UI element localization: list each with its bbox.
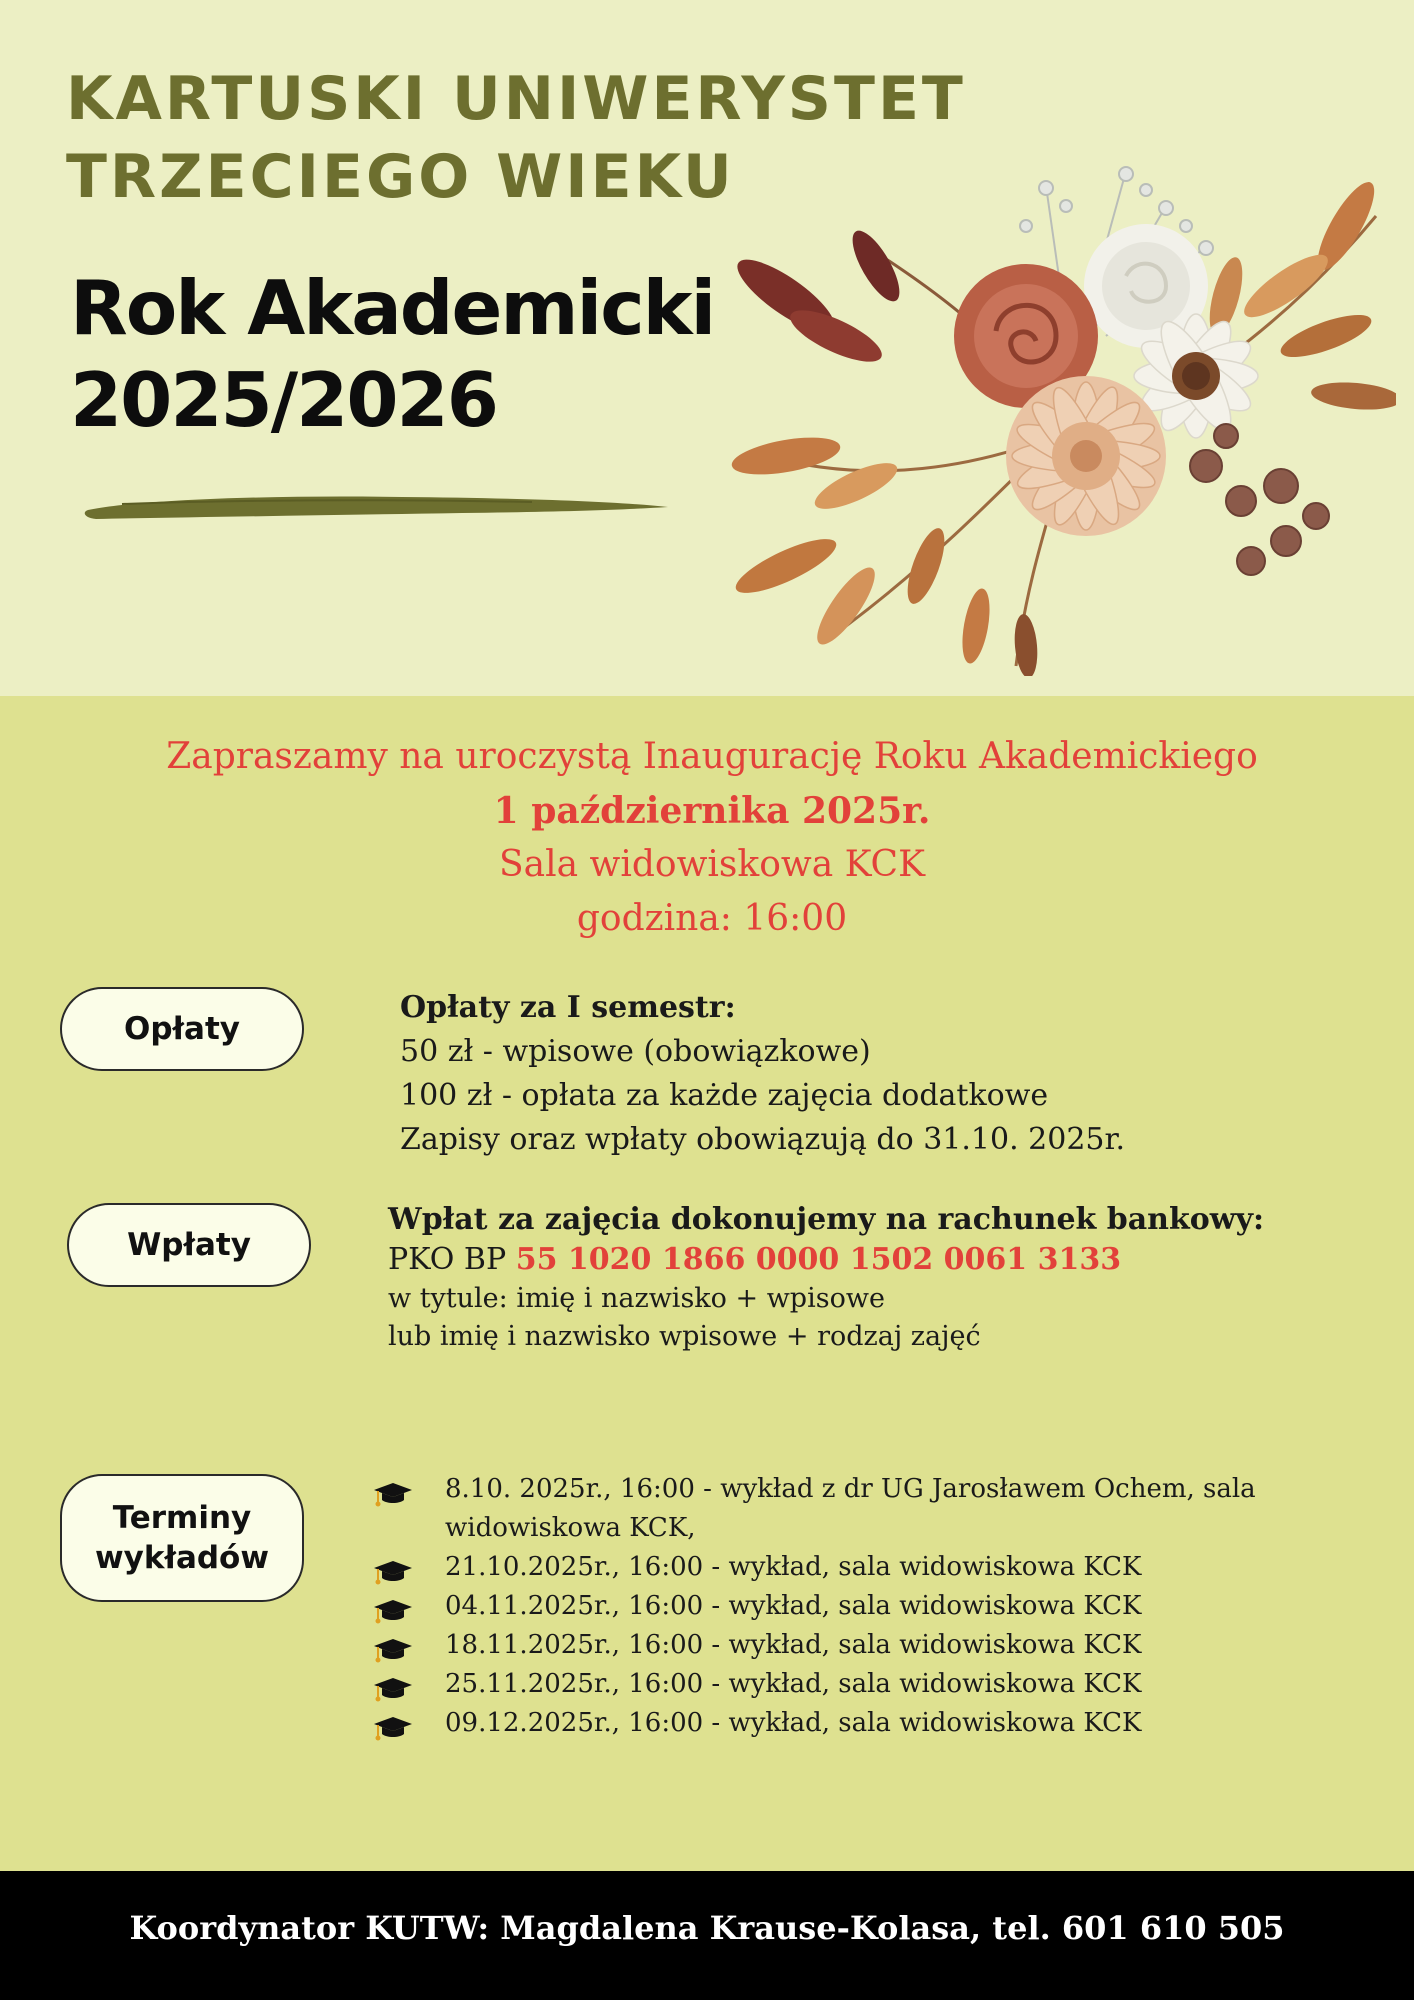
academic-year-title bbox=[70, 262, 714, 446]
inauguration-invitation bbox=[0, 730, 1414, 946]
brush-stroke-divider bbox=[82, 490, 672, 524]
fees-section bbox=[400, 986, 1125, 1162]
fees-heading: Opłaty za I semestr: bbox=[400, 990, 736, 1025]
inauguration-venue: Sala widowiskowa KCK bbox=[499, 844, 925, 885]
graduation-cap-icon bbox=[372, 1675, 414, 1705]
lecture-text: 21.10.2025r., 16:00 - wykład, sala widowiskowa KCK bbox=[445, 1552, 1142, 1582]
bank-name: PKO BP bbox=[388, 1242, 507, 1277]
lectures-label-badge bbox=[60, 1474, 304, 1602]
academic-year-title-line2: 2025/2026 bbox=[70, 356, 497, 444]
enrollment-deadline: Zapisy oraz wpłaty obowiązują do 31.10. 2025r. bbox=[400, 1122, 1126, 1157]
lectures-label bbox=[95, 1498, 269, 1578]
graduation-cap-icon bbox=[372, 1558, 414, 1588]
fee-registration: 50 zł - wpisowe (obowiązkowe) bbox=[400, 1034, 871, 1069]
fees-label-badge bbox=[60, 987, 304, 1071]
lectures-label-line1: Terminy bbox=[112, 1500, 252, 1536]
lecture-item bbox=[372, 1665, 1345, 1704]
lecture-item bbox=[372, 1548, 1345, 1587]
fee-additional-classes: 100 zł - opłata za każde zajęcia dodatkowe bbox=[400, 1078, 1049, 1113]
lecture-text: 09.12.2025r., 16:00 - wykład, sala widowiskowa KCK bbox=[445, 1708, 1142, 1738]
lecture-item bbox=[372, 1470, 1345, 1548]
lecture-text: 04.11.2025r., 16:00 - wykład, sala widowiskowa KCK bbox=[445, 1591, 1142, 1621]
payments-section bbox=[388, 1200, 1264, 1356]
peach-dahlia bbox=[1006, 376, 1166, 536]
organization-name-line2: TRZECIEGO WIEKU bbox=[66, 142, 735, 212]
inauguration-date: 1 października 2025r. bbox=[493, 790, 931, 832]
lecture-text: 18.11.2025r., 16:00 - wykład, sala widowiskowa KCK bbox=[445, 1630, 1142, 1660]
invitation-text: Zapraszamy na uroczystą Inaugurację Roku Akademickiego bbox=[166, 736, 1258, 777]
transfer-title-alternative: lub imię i nazwisko wpisowe + rodzaj zajęć bbox=[388, 1321, 981, 1352]
graduation-cap-icon bbox=[372, 1714, 414, 1744]
lecture-item bbox=[372, 1587, 1345, 1626]
transfer-title-note: w tytule: imię i nazwisko + wpisowe bbox=[388, 1283, 885, 1314]
lectures-label-line2: wykładów bbox=[94, 1540, 269, 1576]
payments-label-badge bbox=[67, 1203, 311, 1287]
organization-name-line1: KARTUSKI UNIWERYSTET bbox=[66, 64, 966, 134]
fees-label: Opłaty bbox=[124, 1011, 240, 1047]
inauguration-time: godzina: 16:00 bbox=[576, 898, 848, 939]
lecture-item bbox=[372, 1704, 1345, 1743]
graduation-cap-icon bbox=[372, 1480, 414, 1510]
berries bbox=[1190, 424, 1329, 575]
graduation-cap-icon bbox=[372, 1597, 414, 1627]
bank-account-line bbox=[388, 1240, 1264, 1280]
academic-year-title-line1: Rok Akademicki bbox=[70, 264, 715, 352]
bank-account-number: 55 1020 1866 0000 1502 0061 3133 bbox=[515, 1242, 1122, 1277]
graduation-cap-icon bbox=[372, 1636, 414, 1666]
lecture-item bbox=[372, 1626, 1345, 1665]
lecture-text: 25.11.2025r., 16:00 - wykład, sala widowiskowa KCK bbox=[445, 1669, 1142, 1699]
payments-heading: Wpłat za zajęcia dokonujemy na rachunek bankowy: bbox=[388, 1202, 1265, 1237]
payments-label: Wpłaty bbox=[127, 1227, 251, 1263]
lecture-schedule-list bbox=[372, 1470, 1345, 1743]
coordinator-contact: Koordynator KUTW: Magdalena Krause-Kolasa, tel. 601 610 505 bbox=[129, 1909, 1285, 1947]
lecture-text: 8.10. 2025r., 16:00 - wykład z dr UG Jarosławem Ochem, sala widowiskowa KCK, bbox=[445, 1474, 1256, 1543]
flower-bouquet-illustration bbox=[726, 166, 1396, 676]
